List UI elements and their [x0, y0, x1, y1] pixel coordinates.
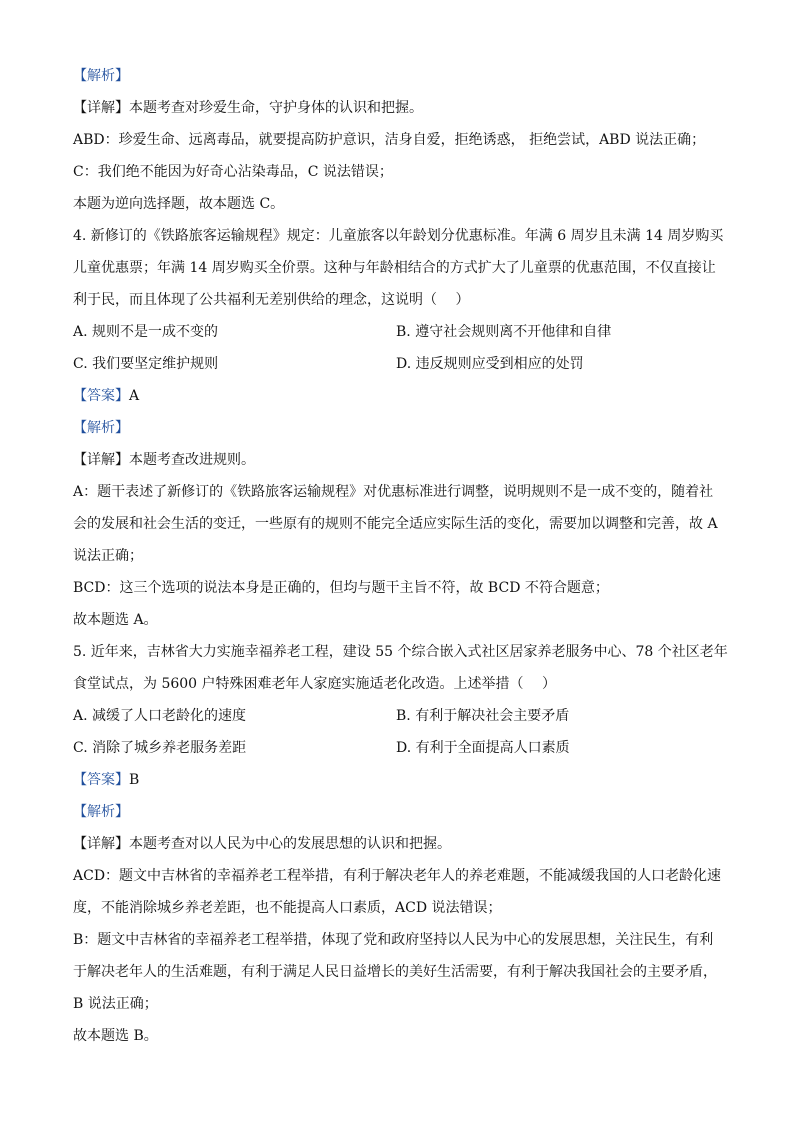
explanation-line: 于解决老年人的生活难题，有利于满足人民日益增长的美好生活需要，有利于解决我国社会的主要矛盾， [73, 964, 717, 980]
answer-line [73, 386, 139, 406]
analysis-heading: 【解析】 [73, 804, 129, 820]
option-a: A. 减缓了人口老龄化的速度 [73, 708, 247, 724]
explanation-line: 度，不能消除城乡养老差距，也不能提高人口素质，ACD 说法错误； [73, 900, 502, 916]
question-stem-line: 利于民，而且体现了公共福利无差别供给的理念，这说明（ ） [73, 292, 470, 308]
analysis-heading: 【解析】 [73, 420, 129, 436]
conclusion-line: 故本题选 B。 [73, 1028, 158, 1044]
detail-line: 【详解】本题考查对珍爱生命，守护身体的认识和把握。 [73, 100, 423, 116]
explanation-line: 说法正确； [73, 548, 143, 564]
question-stem-line: 4. 新修订的《铁路旅客运输规程》规定：儿童旅客以年龄划分优惠标准。年满 6 周岁且未满 14 周岁购买 [73, 228, 724, 244]
explanation-line: 会的发展和社会生活的变迁，一些原有的规则不能完全适应实际生活的变化，需要加以调整和完善，故 A [73, 516, 718, 532]
explanation-line: C：我们绝不能因为好奇心沾染毒品，C 说法错误； [73, 164, 393, 180]
explanation-line: ACD：题文中吉林省的幸福养老工程举措，有利于解决老年人的养老难题，不能减缓我国的人口老龄化速 [73, 868, 722, 884]
detail-line: 【详解】本题考查改进规则。 [73, 452, 255, 468]
explanation-line: B：题文中吉林省的幸福养老工程举措，体现了党和政府坚持以人民为中心的发展思想，关注民生，有利 [73, 932, 714, 948]
explanation-line: BCD：这三个选项的说法本身是正确的，但均与题干主旨不符，故 BCD 不符合题意； [73, 580, 609, 596]
answer-value: A [129, 388, 140, 404]
option-c: C. 我们要坚定维护规则 [73, 356, 219, 372]
option-d: D. 违反规则应受到相应的处罚 [396, 356, 584, 372]
question-stem-line: 食堂试点，为 5600 户特殊困难老年人家庭实施适老化改造。上述举措（ ） [73, 676, 556, 692]
explanation-line: A：题干表述了新修订的《铁路旅客运输规程》对优惠标准进行调整，说明规则不是一成不变的，随着社 [73, 484, 714, 500]
option-b: B. 遵守社会规则离不开他律和自律 [396, 324, 612, 340]
option-d: D. 有利于全面提高人口素质 [396, 740, 570, 756]
option-a: A. 规则不是一成不变的 [73, 324, 219, 340]
option-b: B. 有利于解决社会主要矛盾 [396, 708, 570, 724]
answer-line [73, 770, 139, 790]
question-stem-line: 5. 近年来，吉林省大力实施幸福养老工程，建设 55 个综合嵌入式社区居家养老服务中心、78 个社区老年 [73, 644, 728, 660]
question-stem-line: 儿童优惠票；年满 14 周岁购买全价票。这种与年龄相结合的方式扩大了儿童票的优惠范围，不仅直接让 [73, 260, 716, 276]
analysis-heading: 【解析】 [73, 68, 129, 84]
explanation-line: ABD：珍爱生命、远离毒品，就要提高防护意识，洁身自爱，拒绝诱惑， 拒绝尝试，ABD 说法正确； [73, 132, 706, 148]
answer-tag: 【答案】 [73, 772, 129, 788]
conclusion-line: 本题为逆向选择题，故本题选 C。 [73, 196, 285, 212]
detail-line: 【详解】本题考查对以人民为中心的发展思想的认识和把握。 [73, 836, 451, 852]
explanation-line: B 说法正确； [73, 996, 158, 1012]
answer-tag: 【答案】 [73, 388, 129, 404]
answer-value: B [129, 772, 140, 788]
conclusion-line: 故本题选 A。 [73, 612, 158, 628]
option-c: C. 消除了城乡养老服务差距 [73, 740, 247, 756]
